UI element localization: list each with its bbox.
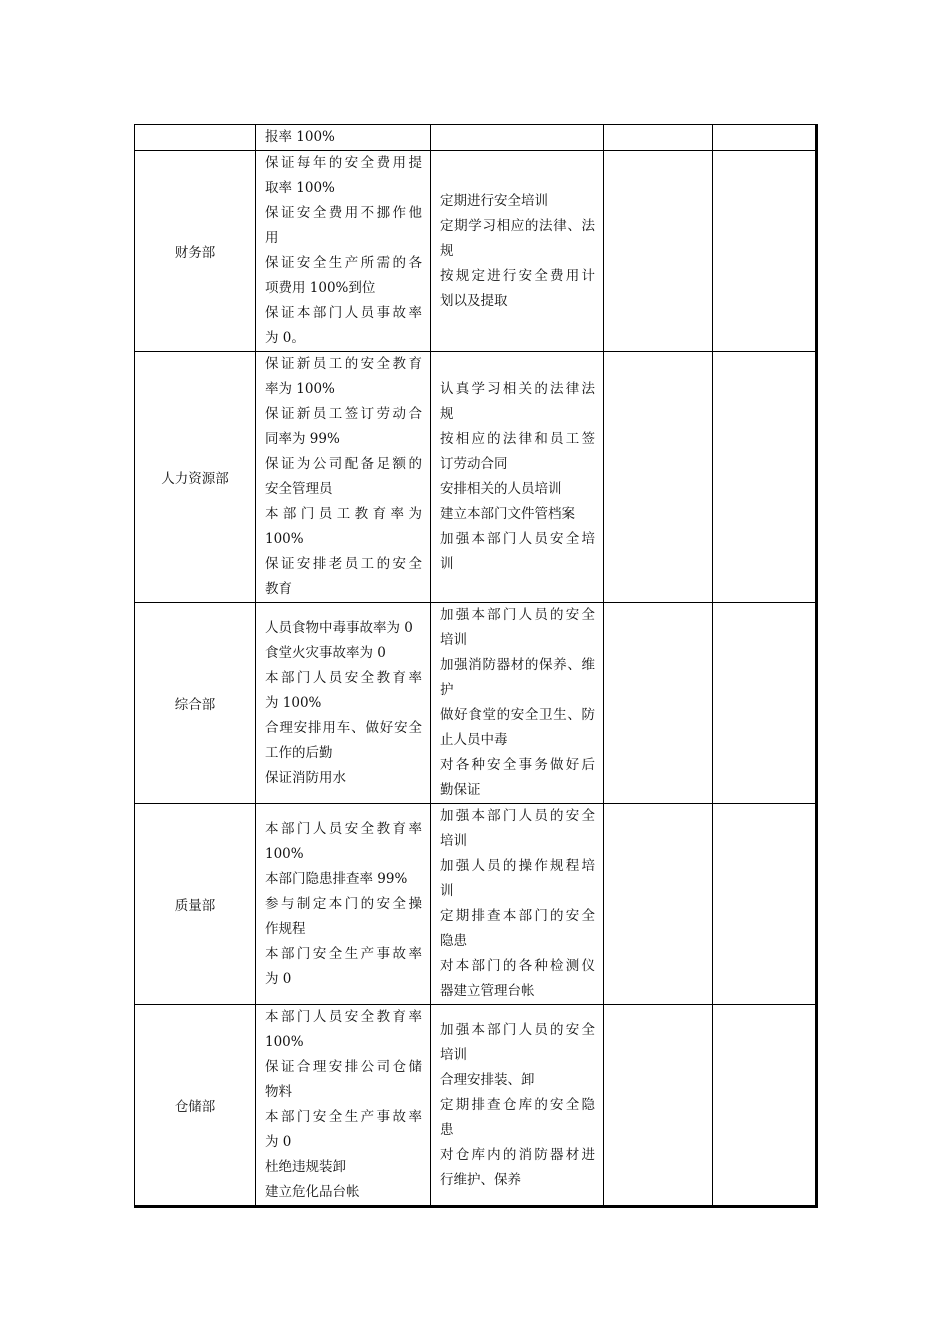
blank-cell-col5: [713, 352, 817, 603]
blank-cell-col4: [604, 804, 713, 1005]
safety-measure-cell: [431, 1005, 604, 1207]
cell-text-line: 同率为 99%: [265, 431, 340, 447]
table-row-continued: [135, 125, 817, 151]
table-row-finance: [135, 151, 817, 352]
department-cell: 人力资源部: [135, 352, 256, 603]
cell-text-line: 100%: [265, 1034, 304, 1050]
cell-text-line: 为 100%: [265, 694, 322, 711]
blank-cell-col5: [713, 603, 817, 804]
cell-text-line: 规: [440, 406, 454, 422]
cell-text-line: 定期进行安全培训: [440, 192, 548, 209]
table-body: [135, 125, 817, 1207]
cell-text-line: 加强消防器材的保养、维: [440, 657, 595, 673]
cell-text-line: 人员食物中毒事故率为 0: [265, 619, 413, 636]
cell-text-line: 保证消防用水: [265, 769, 346, 786]
cell-text-line: 保证新员工签订劳动合: [265, 406, 422, 422]
blank-cell-col4: [604, 125, 713, 151]
safety-measure-cell: [431, 125, 604, 151]
cell-text-line: 认真学习相关的法律法: [440, 381, 595, 397]
cell-text-line: 规: [440, 242, 454, 259]
blank-cell-col4: [604, 1005, 713, 1207]
safety-target-cell: [256, 151, 431, 352]
blank-cell-col5: [713, 804, 817, 1005]
cell-text-line: 做好食堂的安全卫生、防: [440, 707, 595, 723]
cell-text-line: 保证为公司配备足额的: [265, 456, 422, 472]
table-row-general: [135, 603, 817, 804]
cell-text-line: 培训: [440, 833, 467, 849]
cell-text-line: 杜绝违规装卸: [265, 1159, 346, 1175]
cell-text-line: 患: [440, 1121, 454, 1138]
cell-text-line: 护: [440, 682, 454, 698]
department-cell: 仓储部: [135, 1005, 256, 1207]
cell-text-line: 100%: [265, 531, 304, 547]
cell-text-line: 保证本部门人员事故率: [265, 305, 422, 321]
cell-text-line: 保证每年的安全费用提: [265, 155, 422, 171]
cell-text-line: 本部门安全生产事故率: [265, 945, 422, 962]
cell-text-line: 定期排查仓库的安全隐: [440, 1096, 595, 1113]
cell-text-line: 合理安排用车、做好安全: [265, 719, 422, 736]
cell-text-line: 工作的后勤: [265, 744, 333, 761]
cell-text-line: 本部门人员安全教育率: [265, 669, 422, 686]
safety-goals-table: [134, 124, 818, 1208]
cell-text-line: 本部门安全生产事故率: [265, 1109, 422, 1125]
cell-text-line: 本部门隐患排查率 99%: [265, 870, 408, 887]
department-cell: 质量部: [135, 804, 256, 1005]
cell-text-line: 器建立管理台帐: [440, 983, 535, 999]
cell-text-line: 保证安全费用不挪作他: [265, 205, 422, 221]
cell-text-line: 物料: [265, 1084, 292, 1100]
cell-text-line: 安排相关的人员培训: [440, 481, 562, 497]
cell-text-line: 行维护、保养: [440, 1171, 521, 1188]
cell-text-line: 加强人员的操作规程培: [440, 858, 595, 874]
cell-text-line: 训: [440, 883, 454, 899]
cell-text-line: 合理安排装、卸: [440, 1071, 535, 1088]
cell-text-line: 报率 100%: [265, 129, 335, 145]
blank-cell-col4: [604, 151, 713, 352]
cell-text-line: 培训: [440, 632, 467, 648]
table-row-warehouse: [135, 1005, 817, 1207]
safety-target-cell: [256, 352, 431, 603]
cell-text-line: 为 0: [265, 1134, 292, 1150]
cell-text-line: 保证新员工的安全教育: [265, 356, 422, 372]
cell-text-line: 对各种安全事务做好后: [440, 757, 595, 773]
department-cell: [135, 125, 256, 151]
cell-text-line: 为 0。: [265, 330, 305, 346]
table-row-hr: [135, 352, 817, 603]
cell-text-line: 教育: [265, 581, 292, 597]
cell-text-line: 训: [440, 556, 454, 572]
cell-text-line: 加强本部门人员的安全: [440, 1021, 595, 1038]
cell-text-line: 对仓库内的消防器材进: [440, 1146, 595, 1163]
safety-measure-cell: [431, 804, 604, 1005]
cell-text-line: 培训: [440, 1046, 467, 1063]
safety-target-cell: [256, 804, 431, 1005]
department-cell: 财务部: [135, 151, 256, 352]
cell-text-line: 加强本部门人员的安全: [440, 808, 595, 824]
cell-text-line: 用: [265, 230, 279, 246]
cell-text-line: 保证安排老员工的安全: [265, 556, 422, 572]
cell-text-line: 保证合理安排公司仓储: [265, 1059, 422, 1075]
cell-text-line: 为 0: [265, 970, 292, 987]
safety-target-cell: [256, 603, 431, 804]
cell-text-line: 按相应的法律和员工签: [440, 431, 595, 447]
cell-text-line: 本部门人员安全教育率: [265, 820, 422, 837]
cell-text-line: 作规程: [265, 920, 306, 937]
cell-text-line: 100%: [265, 845, 304, 862]
department-cell: 综合部: [135, 603, 256, 804]
cell-text-line: 参与制定本门的安全操: [265, 895, 422, 912]
cell-text-line: 按规定进行安全费用计: [440, 267, 595, 284]
cell-text-line: 勤保证: [440, 782, 481, 798]
cell-text-line: 加强本部门人员的安全: [440, 607, 595, 623]
cell-text-line: 止人员中毒: [440, 732, 508, 748]
table-row-quality: [135, 804, 817, 1005]
cell-text-line: 定期排查本部门的安全: [440, 908, 595, 924]
blank-cell-col4: [604, 352, 713, 603]
cell-text-line: 食堂火灾事故率为 0: [265, 644, 386, 661]
cell-text-line: 建立危化品台帐: [265, 1184, 360, 1200]
safety-target-cell: [256, 125, 431, 151]
safety-measure-cell: [431, 352, 604, 603]
cell-text-line: 划以及提取: [440, 292, 508, 309]
cell-text-line: 订劳动合同: [440, 456, 508, 472]
cell-text-line: 安全管理员: [265, 481, 333, 497]
cell-text-line: 项费用 100%到位: [265, 280, 376, 296]
cell-text-line: 保证安全生产所需的各: [265, 255, 422, 271]
blank-cell-col4: [604, 603, 713, 804]
safety-measure-cell: [431, 151, 604, 352]
safety-target-cell: [256, 1005, 431, 1207]
cell-text-line: 取率 100%: [265, 180, 335, 196]
cell-text-line: 加强本部门人员安全培: [440, 531, 595, 547]
cell-text-line: 隐患: [440, 933, 467, 949]
cell-text-line: 建立本部门文件管档案: [440, 506, 575, 522]
cell-text-line: 本部门员工教育率为: [265, 506, 422, 522]
cell-text-line: 率为 100%: [265, 381, 335, 397]
blank-cell-col5: [713, 151, 817, 352]
blank-cell-col5: [713, 1005, 817, 1207]
cell-text-line: 对本部门的各种检测仪: [440, 958, 595, 974]
cell-text-line: 本部门人员安全教育率: [265, 1009, 422, 1025]
blank-cell-col5: [713, 125, 817, 151]
safety-measure-cell: [431, 603, 604, 804]
cell-text-line: 定期学习相应的法律、法: [440, 217, 595, 234]
